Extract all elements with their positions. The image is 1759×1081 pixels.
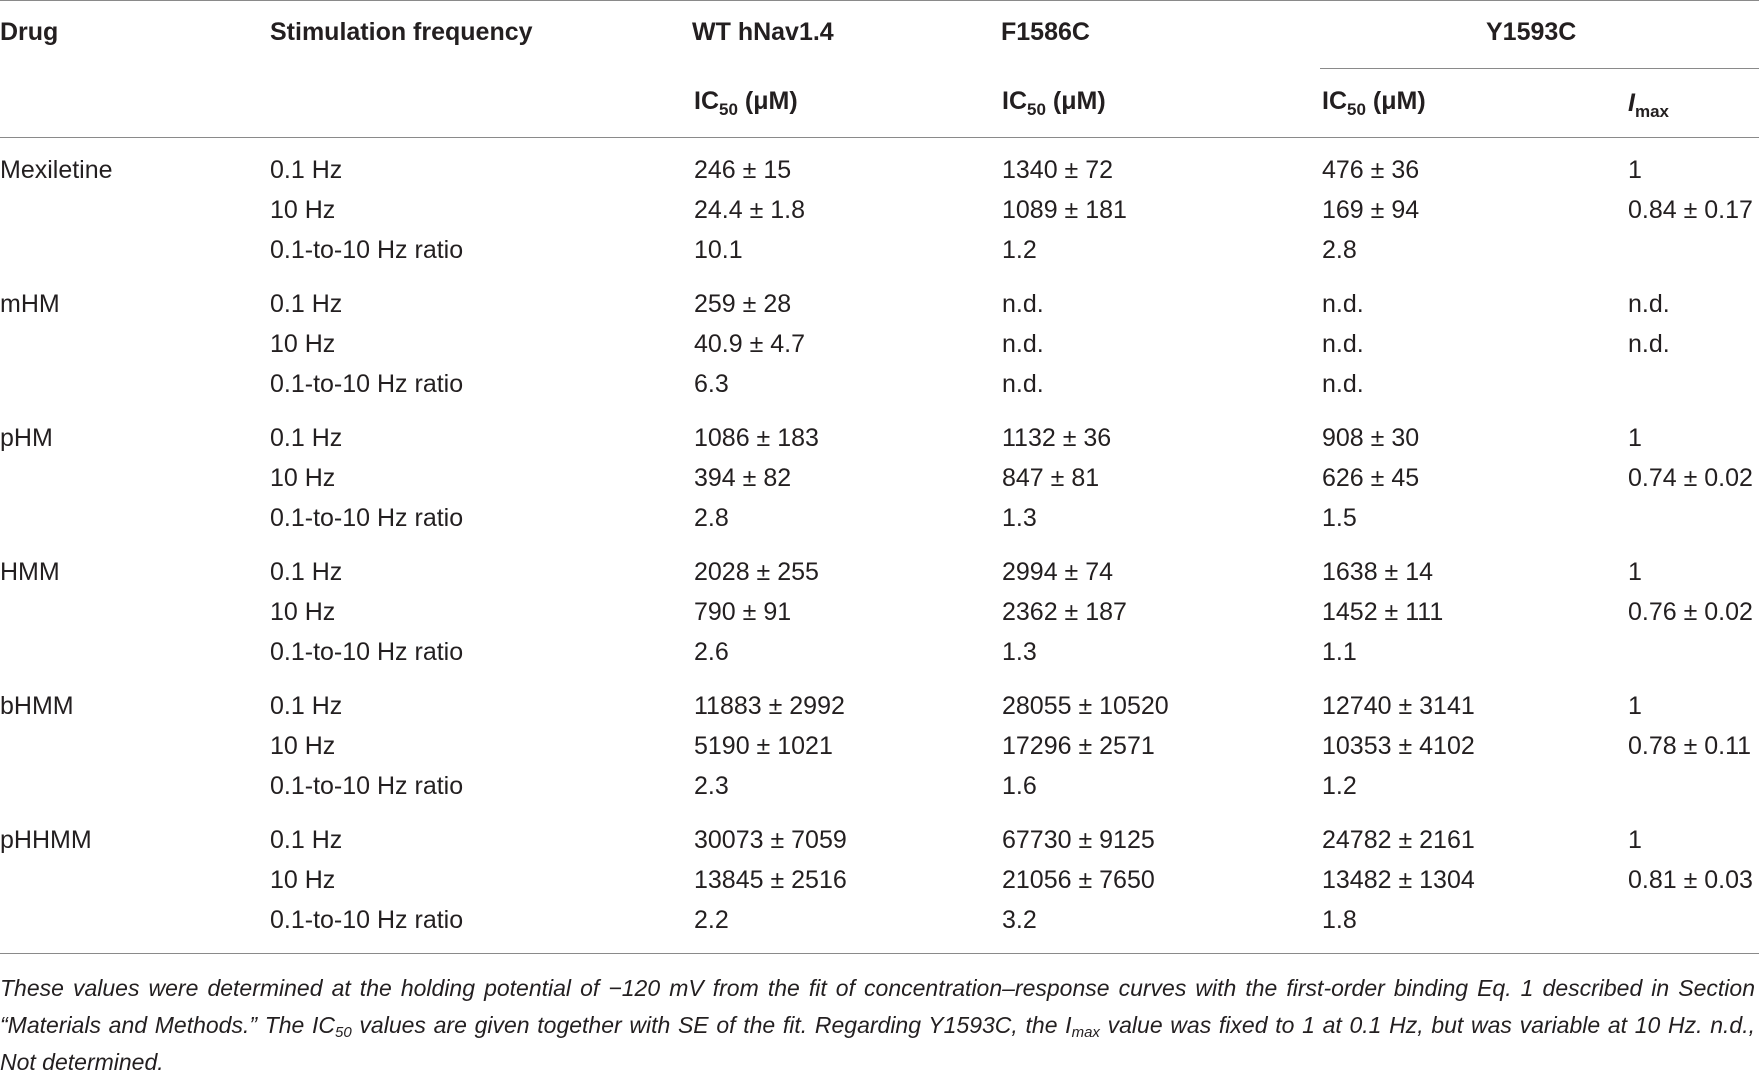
y1593c-ic50-cell: 1452 ± 111: [1322, 598, 1444, 626]
wt-ic50-cell: 11883 ± 2992: [694, 692, 845, 720]
y1593c-ic50-cell: 24782 ± 2161: [1322, 826, 1475, 854]
wt-ic50-cell: 40.9 ± 4.7: [694, 330, 806, 358]
f1586c-ic50-cell: 67730 ± 9125: [1002, 826, 1155, 854]
frequency-cell: 0.1 Hz: [270, 826, 343, 854]
footnote-imax-subscript: max: [1071, 1024, 1100, 1041]
y1593c-ic50-cell: n.d.: [1322, 290, 1364, 318]
y1593c-ic50-cell: 1.8: [1322, 906, 1357, 934]
ic50-subscript: 50: [719, 100, 738, 119]
y1593c-imax-cell: 0.74 ± 0.02: [1628, 464, 1753, 492]
header-y1593c: Y1593C: [1486, 18, 1577, 46]
header-drug: Drug: [0, 18, 59, 46]
y1593c-imax-cell: 1: [1628, 156, 1642, 184]
top-rule: [0, 0, 1759, 1]
y1593c-ic50-cell: 2.8: [1322, 236, 1357, 264]
frequency-cell: 0.1 Hz: [270, 424, 343, 452]
y1593c-ic50-cell: 1.5: [1322, 504, 1357, 532]
y1593c-ic50-cell: 169 ± 94: [1322, 196, 1420, 224]
f1586c-ic50-cell: 17296 ± 2571: [1002, 732, 1155, 760]
ic50-unit: (μM): [1045, 87, 1106, 115]
y1593c-ic50-cell: 908 ± 30: [1322, 424, 1420, 452]
y1593c-imax-cell: n.d.: [1628, 330, 1670, 358]
header-bottom-rule: [0, 137, 1759, 138]
frequency-cell: 0.1-to-10 Hz ratio: [270, 772, 464, 800]
frequency-cell: 0.1-to-10 Hz ratio: [270, 370, 464, 398]
header-f1586c: F1586C: [1001, 18, 1090, 46]
y1593c-imax-cell: 1: [1628, 424, 1642, 452]
y1593c-imax-cell: 0.84 ± 0.17: [1628, 196, 1753, 224]
f1586c-ic50-cell: 1.2: [1002, 236, 1037, 264]
drug-name-cell: HMM: [0, 558, 60, 586]
frequency-cell: 0.1-to-10 Hz ratio: [270, 638, 464, 666]
header-wt-hnav: WT hNav1.4: [692, 18, 834, 46]
y1593c-imax-cell: 1: [1628, 558, 1642, 586]
frequency-cell: 0.1 Hz: [270, 156, 343, 184]
y1593c-imax-cell: 1: [1628, 826, 1642, 854]
ic50-unit: (μM): [737, 87, 798, 115]
wt-ic50-cell: 2.8: [694, 504, 729, 532]
wt-ic50-cell: 394 ± 82: [694, 464, 792, 492]
frequency-cell: 10 Hz: [270, 196, 336, 224]
header-ic50-y1593c: [1322, 86, 1426, 119]
frequency-cell: 0.1 Hz: [270, 558, 343, 586]
wt-ic50-cell: 246 ± 15: [694, 156, 792, 184]
f1586c-ic50-cell: 1089 ± 181: [1002, 196, 1127, 224]
y1593c-imax-cell: 0.78 ± 0.11: [1628, 732, 1752, 760]
f1586c-ic50-cell: 2994 ± 74: [1002, 558, 1114, 586]
wt-ic50-cell: 30073 ± 7059: [694, 826, 847, 854]
f1586c-ic50-cell: 1340 ± 72: [1002, 156, 1114, 184]
frequency-cell: 0.1 Hz: [270, 290, 343, 318]
wt-ic50-cell: 2028 ± 255: [694, 558, 819, 586]
frequency-cell: 0.1-to-10 Hz ratio: [270, 236, 464, 264]
y1593c-imax-cell: n.d.: [1628, 290, 1670, 318]
f1586c-ic50-cell: 1.3: [1002, 504, 1037, 532]
f1586c-ic50-cell: 1132 ± 36: [1002, 424, 1112, 452]
frequency-cell: 10 Hz: [270, 866, 336, 894]
table-footnote: [0, 970, 1755, 1081]
drug-name-cell: mHM: [0, 290, 60, 318]
wt-ic50-cell: 259 ± 28: [694, 290, 792, 318]
f1586c-ic50-cell: 3.2: [1002, 906, 1037, 934]
wt-ic50-cell: 2.3: [694, 772, 729, 800]
ic50-prefix: IC: [1322, 87, 1347, 115]
f1586c-ic50-cell: 847 ± 81: [1002, 464, 1100, 492]
footnote-text-1: These values were determined at the holding potential of −120 mV from the fit of concentration–response curves with the first-order binding Eq. 1 described in Section “Materials and Methods.” The IC: [0, 975, 1755, 1038]
ic50-prefix: IC: [1002, 87, 1027, 115]
wt-ic50-cell: 6.3: [694, 370, 729, 398]
f1586c-ic50-cell: n.d.: [1002, 370, 1044, 398]
wt-ic50-cell: 790 ± 91: [694, 598, 792, 626]
wt-ic50-cell: 2.2: [694, 906, 729, 934]
header-imax: [1628, 88, 1669, 121]
f1586c-ic50-cell: 28055 ± 10520: [1002, 692, 1169, 720]
ic50-unit: (μM): [1365, 87, 1426, 115]
wt-ic50-cell: 5190 ± 1021: [694, 732, 833, 760]
f1586c-ic50-cell: 1.6: [1002, 772, 1037, 800]
ic50-subscript: 50: [1347, 100, 1366, 119]
frequency-cell: 10 Hz: [270, 464, 336, 492]
y1593c-imax-cell: 0.81 ± 0.03: [1628, 866, 1753, 894]
drug-name-cell: bHMM: [0, 692, 74, 720]
table-bottom-rule: [0, 953, 1759, 954]
frequency-cell: 10 Hz: [270, 732, 336, 760]
footnote-text-3: value was fixed to 1 at 0.1 Hz, but was variable at 10 Hz. n.d., Not determined.: [0, 1012, 1755, 1075]
ic50-subscript: 50: [1027, 100, 1046, 119]
y1593c-ic50-cell: 1.1: [1322, 638, 1357, 666]
y1593c-ic50-cell: 12740 ± 3141: [1322, 692, 1475, 720]
frequency-cell: 0.1 Hz: [270, 692, 343, 720]
y1593c-ic50-cell: 1638 ± 14: [1322, 558, 1434, 586]
frequency-cell: 10 Hz: [270, 330, 336, 358]
drug-name-cell: pHM: [0, 424, 53, 452]
y1593c-imax-cell: 1: [1628, 692, 1642, 720]
imax-italic-i: I: [1628, 89, 1635, 117]
y1593c-ic50-cell: 10353 ± 4102: [1322, 732, 1475, 760]
f1586c-ic50-cell: 1.3: [1002, 638, 1037, 666]
header-stimulation-frequency: Stimulation frequency: [270, 18, 533, 46]
wt-ic50-cell: 10.1: [694, 236, 743, 264]
y1593c-ic50-cell: n.d.: [1322, 330, 1364, 358]
wt-ic50-cell: 1086 ± 183: [694, 424, 819, 452]
y1593c-ic50-cell: 626 ± 45: [1322, 464, 1420, 492]
imax-subscript: max: [1634, 102, 1669, 121]
frequency-cell: 10 Hz: [270, 598, 336, 626]
y1593c-ic50-cell: 1.2: [1322, 772, 1357, 800]
f1586c-ic50-cell: n.d.: [1002, 290, 1044, 318]
drug-name-cell: pHHMM: [0, 826, 92, 854]
wt-ic50-cell: 13845 ± 2516: [694, 866, 847, 894]
f1586c-ic50-cell: 21056 ± 7650: [1002, 866, 1155, 894]
frequency-cell: 0.1-to-10 Hz ratio: [270, 504, 464, 532]
drug-name-cell: Mexiletine: [0, 156, 113, 184]
header-ic50-wt: [694, 86, 798, 119]
wt-ic50-cell: 2.6: [694, 638, 729, 666]
y1593c-spanner-rule: [1320, 68, 1759, 69]
f1586c-ic50-cell: 2362 ± 187: [1002, 598, 1127, 626]
y1593c-ic50-cell: 476 ± 36: [1322, 156, 1420, 184]
y1593c-ic50-cell: 13482 ± 1304: [1322, 866, 1475, 894]
wt-ic50-cell: 24.4 ± 1.8: [694, 196, 806, 224]
ic50-prefix: IC: [694, 87, 719, 115]
header-ic50-f1586c: [1002, 86, 1106, 119]
footnote-ic50-subscript: 50: [335, 1024, 352, 1041]
footnote-text-2: values are given together with SE of the fit. Regarding Y1593C, the I: [351, 1012, 1072, 1038]
f1586c-ic50-cell: n.d.: [1002, 330, 1044, 358]
y1593c-ic50-cell: n.d.: [1322, 370, 1364, 398]
y1593c-imax-cell: 0.76 ± 0.02: [1628, 598, 1753, 626]
frequency-cell: 0.1-to-10 Hz ratio: [270, 906, 464, 934]
